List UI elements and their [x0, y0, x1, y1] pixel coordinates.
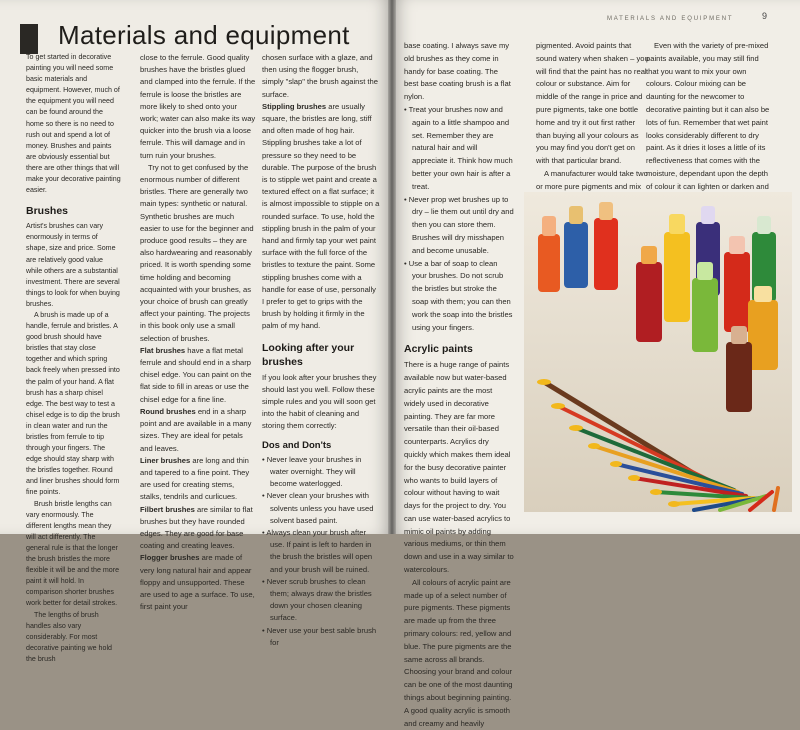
- brush-type-flogger: [140, 552, 256, 613]
- dos-heading: Dos and Don'ts: [262, 439, 332, 451]
- term-label: Flat brushes: [140, 345, 186, 355]
- list-item: • Never scrub brushes to clean them; always draw the bristles down your chosen cleaning surface.: [262, 576, 372, 623]
- brush-type-liner: [140, 455, 256, 504]
- term-text: are made of very long natural hair and appear floppy and unsupported. These are used to age a surface. To use, first paint your: [140, 553, 255, 612]
- brush-type-stippling: [262, 101, 380, 333]
- title-block: [0, 10, 350, 52]
- page-title: Materials and equipment: [58, 20, 350, 50]
- paragraph: base coating. I always save my old brushes as they come in handy for base coating. The best base coating brush is a flat nylon.: [404, 41, 511, 102]
- list-item: • Use a bar of soap to clean your brushes. Do not scrub the bristles but stroke the soap with them; you can then work the soap into the bristles using your fingers.: [404, 258, 513, 332]
- brushes-heading: Brushes: [26, 205, 69, 218]
- paragraph: Try not to get confused by the enormous number of different bristles. There are generally two main types: synthetic or natural. Synthetic brushes are much easier to use for the beginner and produce good results – they are also hardwearing and reasonably priced. It is worth spending some time holding and becoming acquainted with your brushes, as your choice of brush can greatly affect your painting. The projects in this book only use a small selection of brushes.: [140, 162, 254, 343]
- book-gutter: [388, 0, 396, 534]
- paragraph: A manufacturer would take two or more pure pigments and mix: [536, 168, 648, 191]
- list-item: • Never use your best sable brush for: [262, 625, 377, 647]
- term-text: are similar to flat brushes but they have rounded edges. They are good for base coating and creating leaves.: [140, 504, 253, 551]
- right-column-1: [404, 40, 514, 730]
- term-text: are usually square, the bristles are long, stiff and often made of hog hair. Stippling brushes take a lot of pressure so they need to be durable. The purpose of the brush is to stipple wet paint and create a textured effect on a flat surface; it is almost impossible to stipple on a rounded surface. To use, hold the stippling brush in the palm of your hand and firmly tap your wet paint surface with the full force of the bristles to texture the paint. Some stippling brushes come with a handle for ease of use, personally I prefer to get to grips with the brush by holding it firmly in the palm of my hand.: [262, 101, 380, 331]
- brush-type-round: [140, 406, 256, 455]
- acrylic-heading: Acrylic paints: [404, 343, 473, 356]
- left-column-2: [140, 52, 256, 613]
- paints-brushes-illustration: [524, 192, 792, 512]
- paragraph: A brush is made up of a handle, ferrule and bristles. A good brush should have bristles that stay close together and which spring back freely when pressed into the palm of your hand. A flat brush has a sharp chisel edge. The best way to test a chisel edge is to dip the brush in clean water and run the bristles from ferrule to tip through your fingers. The edge should stay sharp with the bristles together. Round and liner brushes should form fine points.: [26, 310, 120, 497]
- intro-paragraph: To get started in decorative painting you will need some basic materials and equipment. However, much of the equipment you will need can be found around the home so there is no need to rush out and spend a lot of money. Brushes and paints are obviously essential but there are other things that will make your decorative painting easier.: [26, 53, 121, 195]
- list-item: • Always clean your brush after use. If paint is left to harden in the brush the bristles will open and your brush will be ruined.: [262, 527, 373, 574]
- paragraph: All colours of acrylic paint are made up of a select number of pure pigments. These pigments are made up from the three primary colours: red, yellow and blue. The pure pigments are the same across all brands. Choosing your brand and colour can be one of the most daunting things about beginning painting. A good quality acrylic is smooth and creamy and heavily: [404, 577, 513, 728]
- brush-type-flat: [140, 345, 256, 406]
- list-item: • Never clean your brushes with solvents unless you have used solvent based paint.: [262, 491, 374, 525]
- running-head: MATERIALS AND EQUIPMENT: [607, 16, 734, 22]
- paragraph: The lengths of brush handles also vary considerably. For most decorative painting we hold the brush: [26, 610, 112, 663]
- care-heading: Looking after your brushes: [262, 341, 355, 368]
- paragraph: If you look after your brushes they should last you well. Follow these simple rules and you will soon get into the habit of cleaning and storing them correctly:: [262, 372, 377, 431]
- paragraph: Artist's brushes can vary enormously in terms of shape, size and price. Some are relatively good value while others are a substantial investment. There are several things to look for when buying brushes.: [26, 222, 120, 308]
- page-number: 9: [762, 11, 768, 21]
- term-text: are long and thin and tapered to a fine point. They are used for creating stems, stalks, tendrils and curlicues.: [140, 455, 250, 502]
- left-column-3: [262, 52, 380, 649]
- right-column-3: [646, 40, 772, 206]
- paragraph: Brush bristle lengths can vary enormously. The different lengths mean they will act differently. The general rule is that the longer the brush bristles the more flexible it will be and the more paint it will hold. In comparison shorter brushes work better for detail strokes.: [26, 499, 120, 608]
- term-label: Flogger brushes: [140, 553, 200, 563]
- paragraph: Even with the variety of pre-mixed paints available, you may still find that you want to mix your own colours. Colour mixing can be daunting for the newcomer to decorative painting but it can also be lots of fun. Remember that wet paint looks considerably different to dry paint. As it dries it loses a little of its reflectiveness that comes with the moisture, dependant upon the depth of colour it can lighten or darken and: [646, 41, 770, 191]
- paragraph: There is a huge range of paints available now but water-based acrylic paints are the most widely used in decorative painting. They are far more versatile than their oil-based counterparts. Acrylics dry quickly which makes them ideal for the busy decorative painter who wants to build layers of colour without having to wait days for the project to dry. You can use water-based acrylics to mimic oil paints by adding various mediums, or thin them down and use in a way similar to watercolours.: [404, 360, 514, 575]
- title-bar-decoration: [20, 24, 38, 54]
- term-label: Stippling brushes: [262, 101, 327, 111]
- right-page: [392, 0, 800, 728]
- paragraph: chosen surface with a glaze, and then using the flogger brush, simply "slap" the brush against the surface.: [262, 53, 378, 99]
- term-text: end in a sharp point and are available in a many sizes. They are ideal for petals and leaves.: [140, 406, 252, 453]
- paragraph: pigmented. Avoid paints that sound watery when shaken – you will find that the paint has no real colour or substance. Aim for middle of the range in price and pure pigments, take one bottle home and try it out first rather than buying all your colours as you may find you don't get on with that particular brand.: [536, 41, 649, 166]
- term-label: Filbert brushes: [140, 504, 195, 514]
- term-text: have a flat metal ferrule and should end in a sharp chisel edge. You can paint on the flat side to fill in areas or use the chisel edge for a fine line.: [140, 345, 252, 404]
- paints-and-brushes-photo: [524, 192, 792, 512]
- brush-type-filbert: [140, 504, 256, 553]
- list-item: • Never leave your brushes in water overnight. They will become waterlogged.: [262, 454, 362, 489]
- paragraph: close to the ferrule. Good quality brushes have the bristles glued and clamped into the ferrule. If the ferrule is loose the bristles are more likely to shed onto your work; water can also make its way quicker into the brush via a loose ferrule. This will damage and in turn ruin your brushes.: [140, 53, 256, 160]
- left-page: [0, 0, 392, 663]
- left-column-1: [26, 52, 121, 665]
- term-label: Liner brushes: [140, 455, 191, 465]
- list-item: • Treat your brushes now and again to a little shampoo and set. Remember they are natural hair and will appreciate it. Think how much better your own hair is after a treat.: [404, 104, 513, 191]
- term-label: Round brushes: [140, 406, 196, 416]
- list-item: • Never prop wet brushes up to dry – lie them out until dry and then you can store them. Brushes will dry misshapen and become unusable.: [404, 194, 514, 255]
